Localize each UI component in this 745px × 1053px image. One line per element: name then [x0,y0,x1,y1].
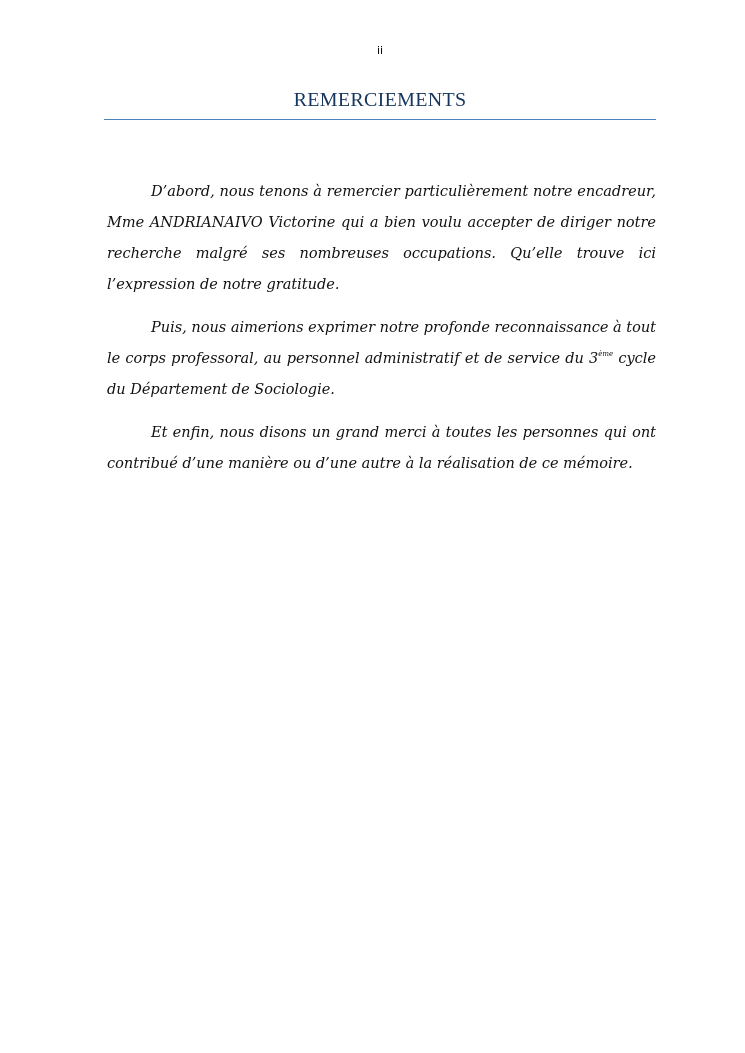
paragraph-thanks-staff [107,313,656,406]
ordinal-superscript: ème [598,350,614,358]
paragraph-thanks-everyone: Et enfin, nous disons un grand merci à toutes les personnes qui ont contribué d’une manière ou d’une autre à la réalisation de ce mémoire. [107,425,656,472]
paragraph-text-before: Puis, nous aimerions exprimer notre profonde reconnaissance à tout le corps professoral, au personnel administratif et de service du 3 [107,320,656,367]
page-title: REMERCIEMENTS [293,89,467,111]
paragraph-text-after: cycle du Département de Sociologie. [107,351,656,398]
title-underline [104,119,656,120]
page-number: ii [376,44,384,57]
paragraph-thanks-supervisor: D’abord, nous tenons à remercier particulièrement notre encadreur, Mme ANDRIANAIVO Victorine qui a bien voulu accepter de diriger notre recherche malgré ses nombreuses occupations. Qu’elle trouve ici l’expression de notre gratitude. [107,184,656,293]
acknowledgements-body [107,177,656,492]
